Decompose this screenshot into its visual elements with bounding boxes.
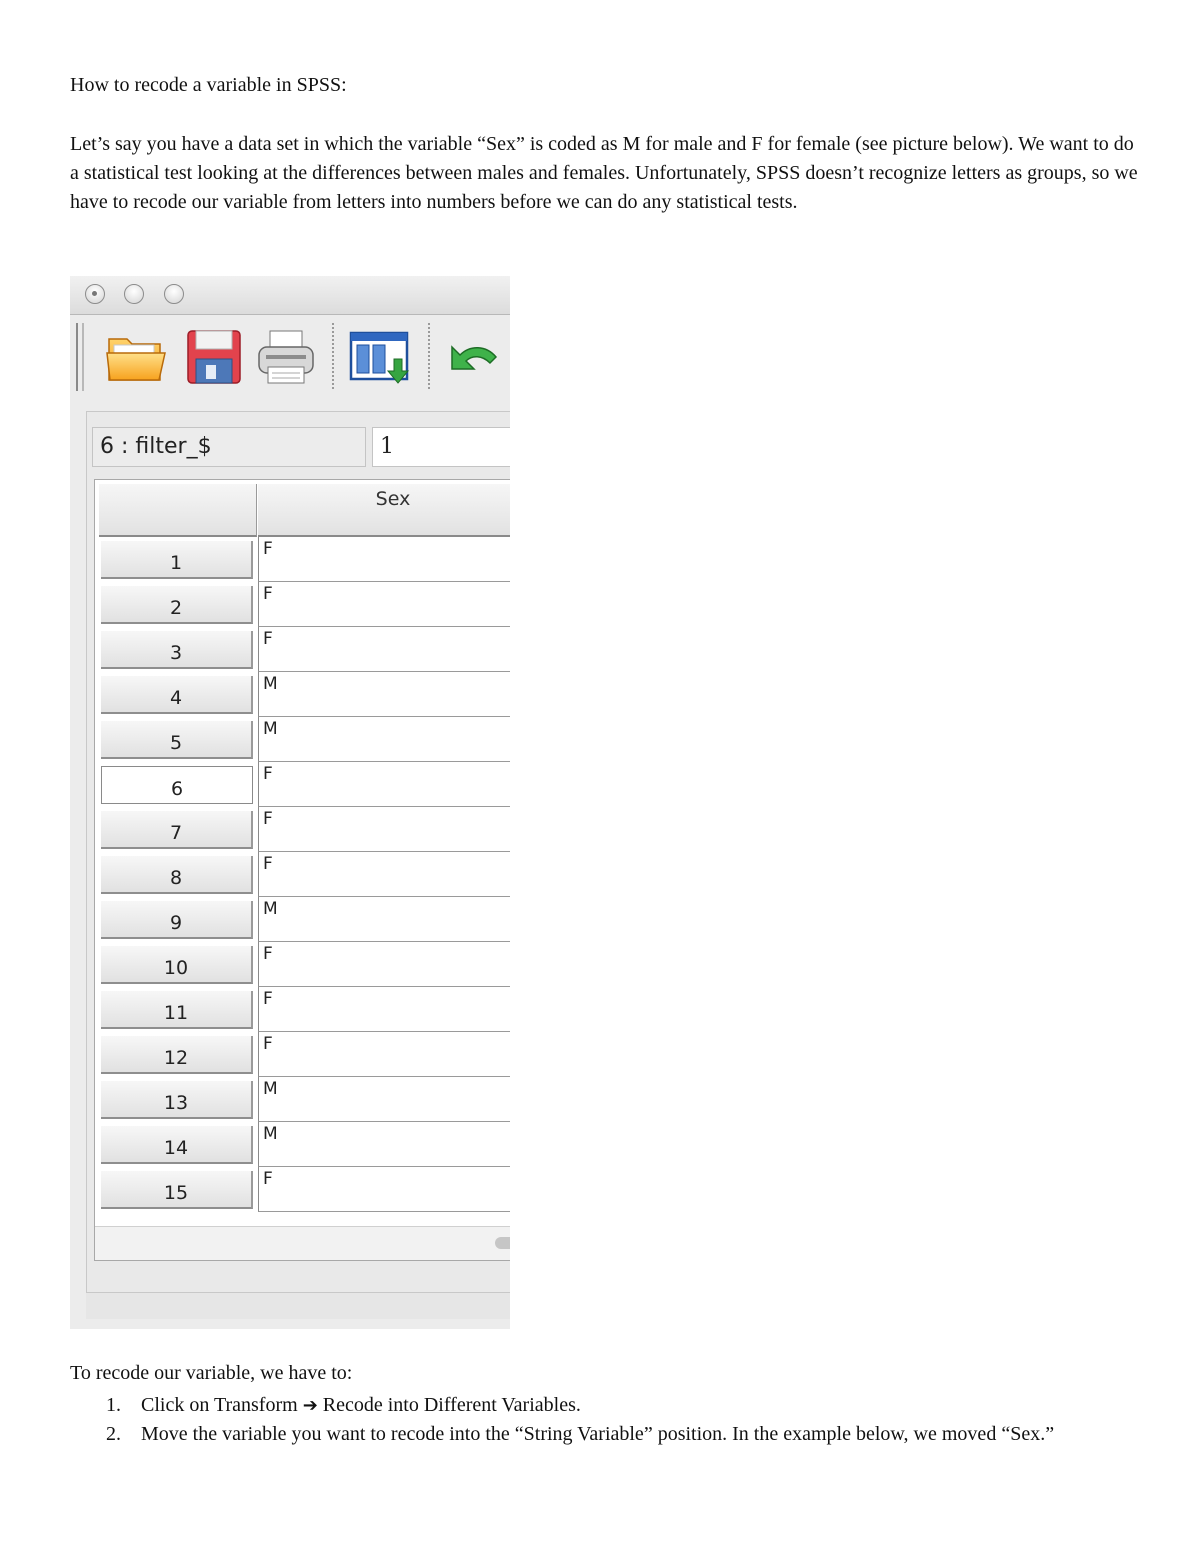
- window-titlebar: [70, 276, 510, 315]
- sex-cell[interactable]: M: [258, 717, 510, 762]
- go-to-data-icon[interactable]: [348, 325, 412, 389]
- sex-cell[interactable]: M: [258, 1122, 510, 1167]
- sex-cell[interactable]: F: [258, 627, 510, 672]
- list-item: [70, 1420, 1140, 1449]
- steps-list: [70, 1391, 1140, 1449]
- grid-corner[interactable]: [99, 484, 257, 537]
- row-number[interactable]: 13: [101, 1081, 253, 1119]
- sex-cell[interactable]: M: [258, 897, 510, 942]
- cell-reference-box: 6 : filter_$: [92, 427, 366, 467]
- step-text: Recode into Different Variables.: [317, 1394, 581, 1416]
- document-title: How to recode a variable in SPSS:: [70, 74, 347, 96]
- row-number[interactable]: 7: [101, 811, 253, 849]
- toolbar-grip[interactable]: [76, 323, 84, 391]
- table-row[interactable]: [95, 807, 510, 852]
- toolbar-separator: [332, 323, 334, 389]
- table-row[interactable]: [95, 1122, 510, 1167]
- row-number[interactable]: 1: [101, 541, 253, 579]
- table-row[interactable]: [95, 852, 510, 897]
- sex-cell[interactable]: F: [258, 987, 510, 1032]
- sex-cell[interactable]: M: [258, 672, 510, 717]
- zoom-window-button[interactable]: [164, 284, 184, 304]
- right-arrow-icon: ➔: [302, 1395, 318, 1416]
- spss-data-editor-screenshot: [70, 276, 510, 1329]
- scrollbar-thumb[interactable]: [495, 1237, 510, 1249]
- step-number: 2.: [106, 1423, 121, 1445]
- sex-cell[interactable]: F: [258, 807, 510, 852]
- row-number[interactable]: 14: [101, 1126, 253, 1164]
- table-row[interactable]: [95, 537, 510, 582]
- open-folder-icon[interactable]: [104, 325, 168, 389]
- step-text: Click on Transform: [141, 1394, 303, 1416]
- horizontal-scrollbar[interactable]: [95, 1226, 510, 1261]
- undo-icon[interactable]: [442, 325, 506, 389]
- row-number[interactable]: 4: [101, 676, 253, 714]
- step-text: Move the variable you want to recode into the “String Variable” position. In the example below, we moved “Sex.”: [141, 1423, 1055, 1445]
- save-disk-icon[interactable]: [182, 325, 246, 389]
- minimize-window-button[interactable]: [124, 284, 144, 304]
- sex-cell[interactable]: F: [258, 1032, 510, 1077]
- toolbar: [70, 315, 510, 395]
- row-number[interactable]: 8: [101, 856, 253, 894]
- toolbar-separator: [428, 323, 430, 389]
- step-number: 1.: [106, 1394, 121, 1416]
- table-row[interactable]: [95, 672, 510, 717]
- table-row[interactable]: [95, 897, 510, 942]
- row-number[interactable]: 11: [101, 991, 253, 1029]
- sex-cell[interactable]: F: [258, 762, 510, 807]
- table-row[interactable]: [95, 1167, 510, 1212]
- table-row[interactable]: [95, 942, 510, 987]
- list-item: [70, 1391, 1140, 1420]
- row-number[interactable]: 3: [101, 631, 253, 669]
- sex-cell[interactable]: F: [258, 537, 510, 582]
- row-number[interactable]: 2: [101, 586, 253, 624]
- sex-cell[interactable]: M: [258, 1077, 510, 1122]
- intro-paragraph: Let’s say you have a data set in which the variable “Sex” is coded as M for male and F for female (see picture below). We want to do a statistical test looking at the differences between males and females. Unfortunately, SPSS doesn’t recognize letters as groups, so we have to recode our variable from letters into numbers before we can do any statistical tests.: [70, 133, 1138, 213]
- table-row[interactable]: [95, 627, 510, 672]
- table-row[interactable]: [95, 987, 510, 1032]
- row-number[interactable]: 5: [101, 721, 253, 759]
- table-row[interactable]: [95, 1032, 510, 1077]
- sex-cell[interactable]: F: [258, 942, 510, 987]
- cell-value-editor[interactable]: 1: [372, 427, 510, 467]
- row-number[interactable]: 6: [101, 766, 253, 804]
- row-number[interactable]: 9: [101, 901, 253, 939]
- status-bar: [86, 1292, 510, 1319]
- data-grid: [94, 479, 510, 1261]
- sex-cell[interactable]: F: [258, 1167, 510, 1212]
- table-row[interactable]: [95, 717, 510, 762]
- column-header-sex[interactable]: Sex: [258, 484, 510, 537]
- row-number[interactable]: 12: [101, 1036, 253, 1074]
- steps-intro: To recode our variable, we have to:: [70, 1362, 353, 1384]
- table-row[interactable]: [95, 1077, 510, 1122]
- sex-cell[interactable]: F: [258, 852, 510, 897]
- close-window-button[interactable]: [85, 284, 105, 304]
- print-icon[interactable]: [254, 325, 318, 389]
- table-row[interactable]: [95, 762, 510, 807]
- table-row[interactable]: [95, 582, 510, 627]
- sex-cell[interactable]: F: [258, 582, 510, 627]
- row-number[interactable]: 15: [101, 1171, 253, 1209]
- row-number[interactable]: 10: [101, 946, 253, 984]
